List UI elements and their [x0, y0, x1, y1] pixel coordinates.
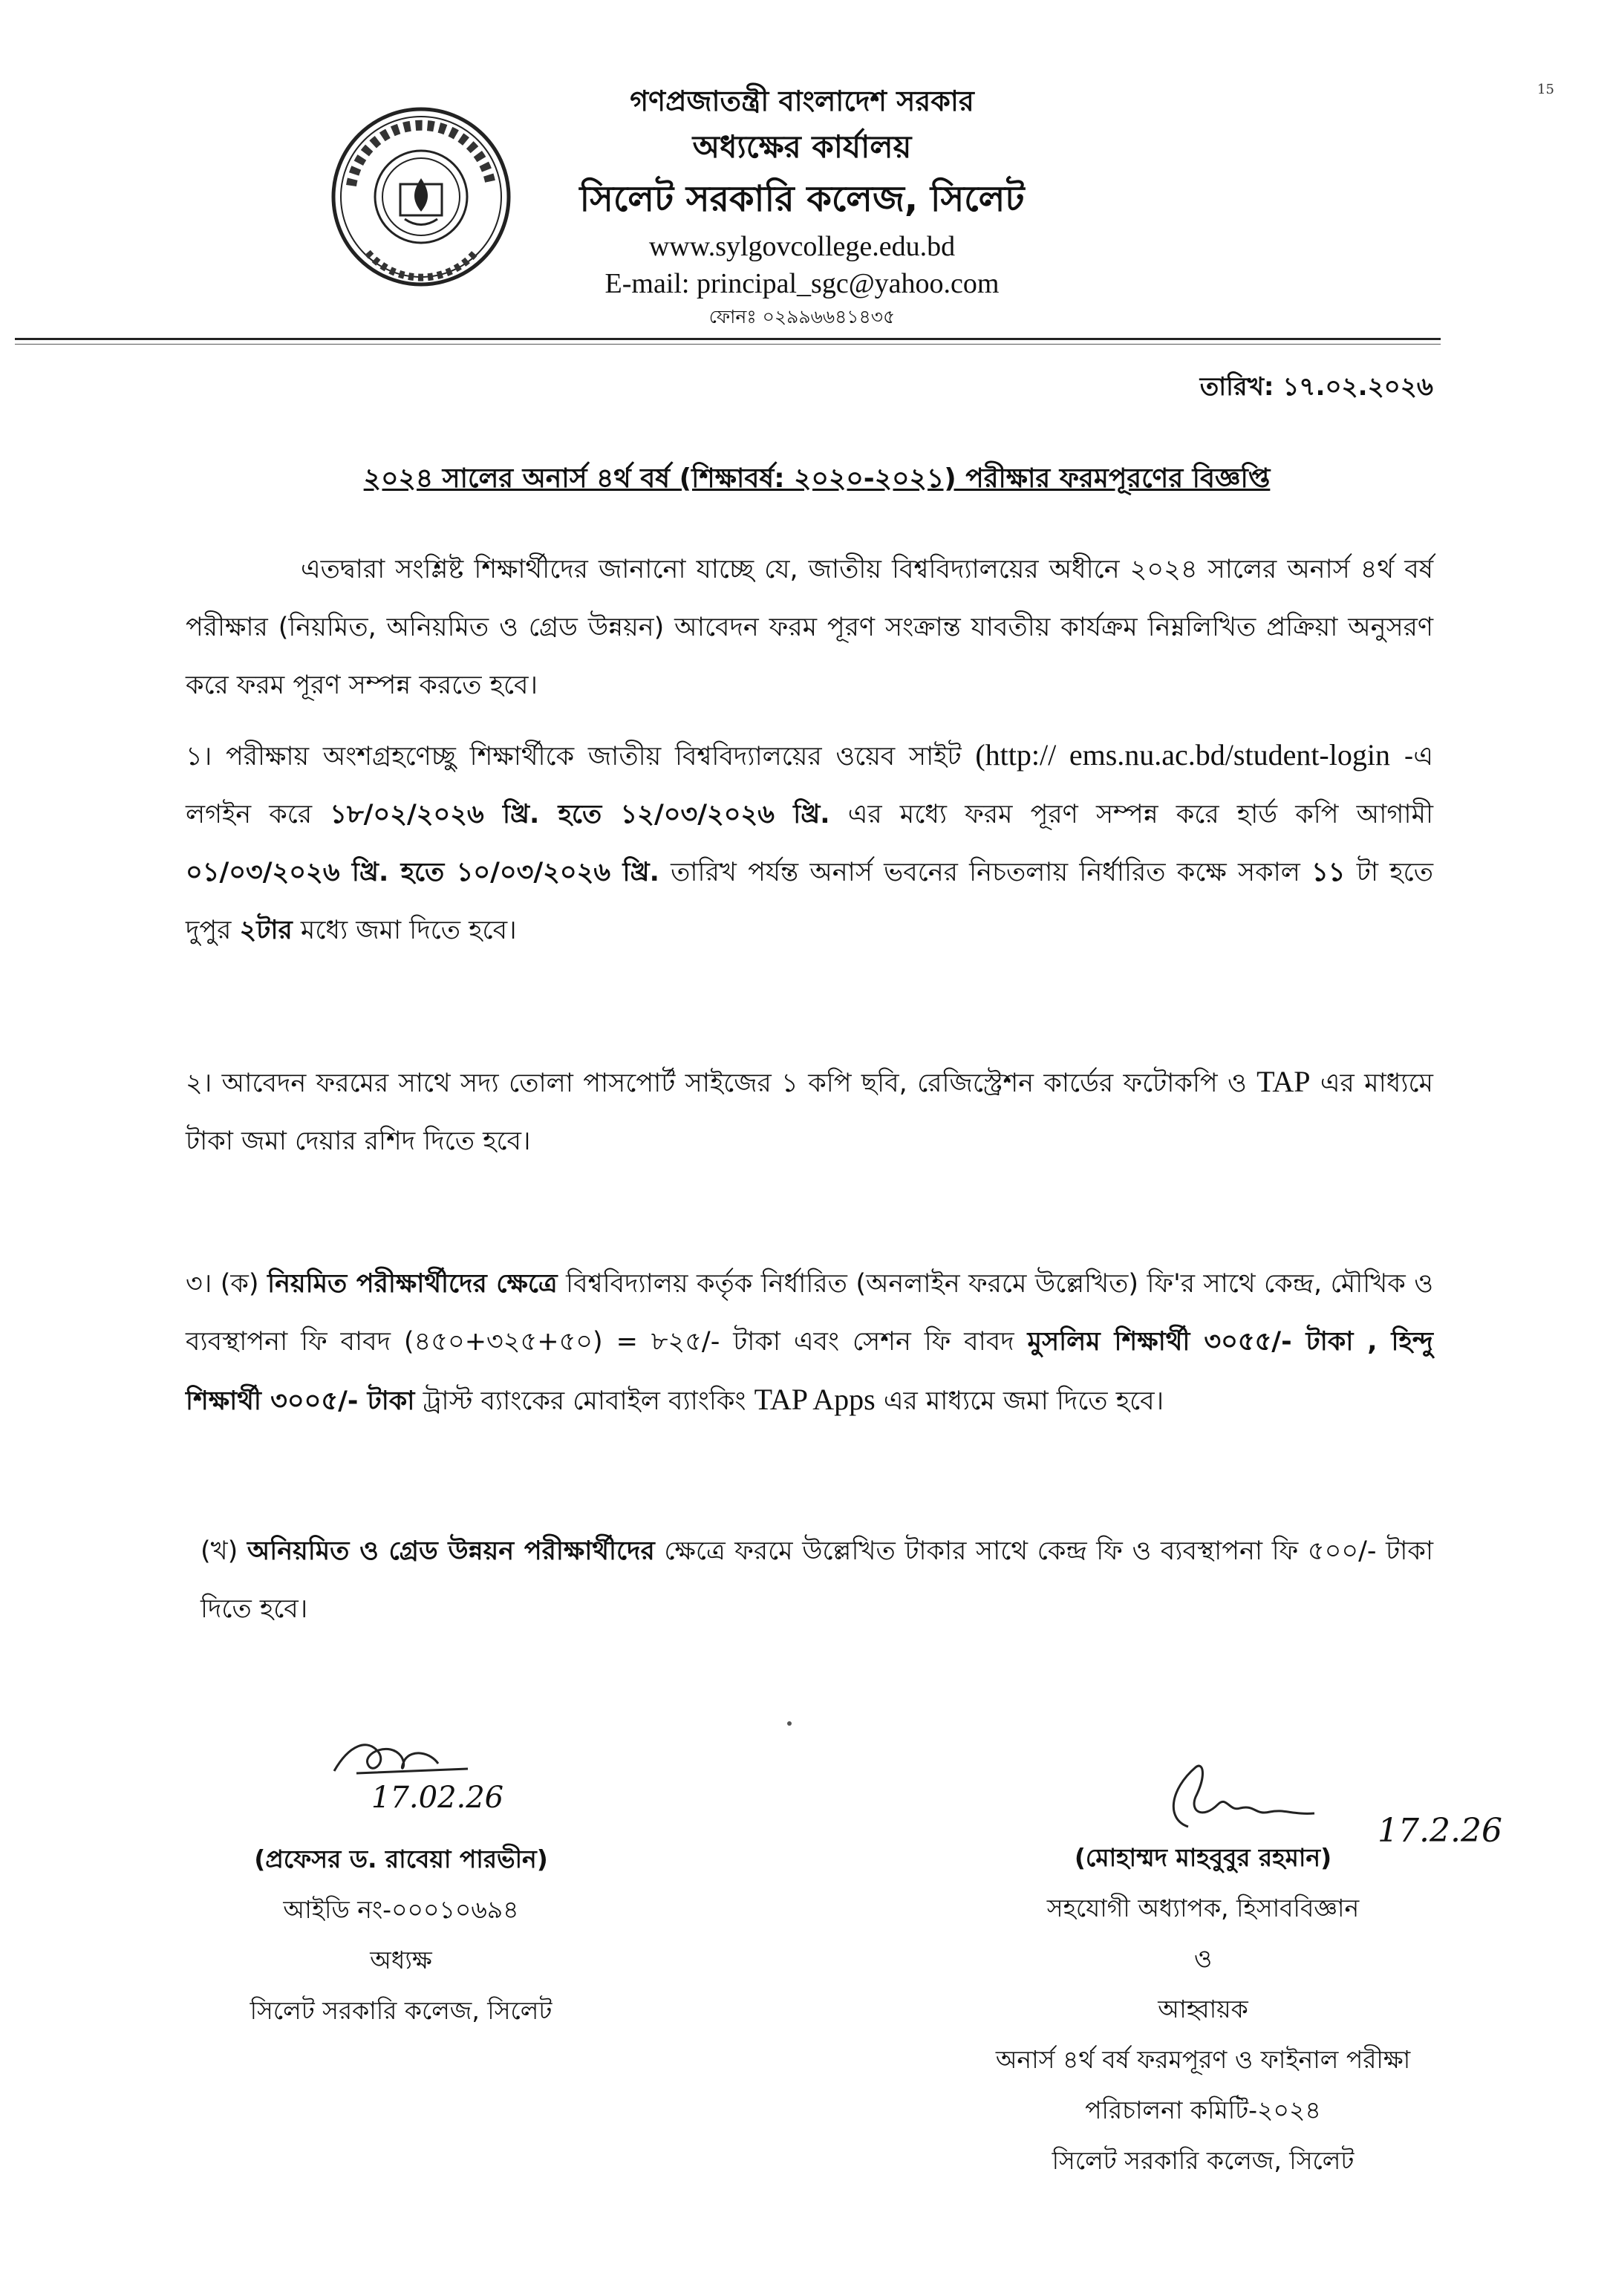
left-signatory-id: আইডি নং-০০০১০৬৯৪ [283, 1895, 519, 1924]
item1-text-b: -এ লগইন করে [186, 742, 1433, 829]
item3b-prefix: (খ) [201, 1536, 247, 1566]
instruction-2 [186, 1053, 1433, 1170]
irregular-examinees: অনিয়মিত ও গ্রেড উন্নয়ন পরীক্ষার্থীদের [247, 1536, 655, 1566]
time-end: ২টার [239, 916, 293, 945]
item3b-text-a: ক্ষেত্রে ফরমে উল্লেখিত টাকার সাথে কেন্দ্র ফি ও ব্যবস্থাপনা ফি ৫০০/- টাকা দিতে হবে। [201, 1536, 1433, 1624]
item1-text-d: তারিখ পর্যন্ত অনার্স ভবনের নিচতলায় নির্ধারিত কক্ষে সকাল [659, 858, 1312, 887]
left-signatory-designation: অধ্যক্ষ [370, 1946, 432, 1974]
right-signatory-and: ও [1193, 1944, 1213, 1973]
ink-dot [787, 1721, 792, 1726]
college-seal-logo [323, 104, 520, 290]
office-name: অধ্যক্ষের কার্যালয় [692, 128, 912, 165]
website: www.sylgovcollege.edu.bd [648, 231, 956, 262]
committee-line-2: পরিচালনা কমিটি-২০২৪ [1085, 2096, 1321, 2124]
left-signatory-name: (প্রফেসর ড. রাবেয়া পারভীন) [254, 1845, 548, 1873]
header-divider [15, 338, 1441, 340]
right-signatory-role: আহ্বায়ক [1158, 1995, 1248, 2023]
college-name: সিলেট সরকারি কলেজ, সিলেট [579, 178, 1025, 220]
instruction-3a [186, 1255, 1433, 1430]
intro-text: এতদ্বারা সংশ্লিষ্ট শিক্ষার্থীদের জানানো যাচ্ছে যে, জাতীয় বিশ্ববিদ্যালয়ের অধীনে ২০২৪ সালের অনার্স ৪র্থ বর্ষ পরীক্ষার (নিয়মিত, অনিয়মিত ও গ্রেড উন্নয়ন) আবেদন ফরম পূরণ সংক্রান্ত যাবতীয় কার্যক্রম নিম্নলিখিত প্রক্রিয়া অনুসরণ করে ফরম পূরণ সম্পন্ন করতে হবে। [186, 555, 1433, 700]
committee-line-1: অনার্স ৪র্থ বর্ষ ফরমপূরণ ও ফাইনাল পরীক্ষা [995, 2045, 1411, 2074]
right-signatory-name: (মোহাম্মদ মাহবুবুর রহমান) [1074, 1843, 1332, 1872]
intro-paragraph [186, 541, 1433, 714]
page-number: 15 [1537, 82, 1554, 97]
item1-text-a: ১। পরীক্ষায় অংশগ্রহণেচ্ছু শিক্ষার্থীকে জাতীয় বিশ্ববিদ্যালয়ের ওয়েব সাইট [186, 742, 976, 772]
notice-title: ২০২৪ সালের অনার্স ৪র্থ বর্ষ (শিক্ষাবর্ষ: ২০২০-২০২১) পরীক্ষার ফরমপূরণের বিজ্ঞপ্তি [363, 463, 1271, 494]
phone: ফোনঃ ০২৯৯৬৬৪১৪৩৫ [708, 306, 896, 327]
notice-date: তারিখ: ১৭.০২.২০২৬ [1199, 372, 1433, 402]
left-signatory-institution: সিলেট সরকারি কলেজ, সিলেট [250, 1996, 552, 2025]
instruction-3b [186, 1522, 1433, 1638]
tap-apps-label: TAP Apps [754, 1383, 876, 1416]
session-fee: মুসলিম শিক্ষার্থী ৩০৫৫/- টাকা , হিন্দু শিক্ষার্থী ৩০০৫/- টাকা [186, 1327, 1433, 1416]
instruction-1 [186, 726, 1433, 959]
right-signature [1144, 1752, 1322, 1845]
online-date-range: ১৮/০২/২০২৬ খ্রি. হতে ১২/০৩/২০২৬ খ্রি. [330, 800, 830, 829]
item1-text-f: মধ্যে জমা দিতে হবে। [292, 916, 517, 945]
item3-text-a: বিশ্ববিদ্যালয় কর্তৃক নির্ধারিত (অনলাইন ফরমে উল্লেখিত) ফি'র সাথে কেন্দ্র, মৌখিক ও ব্যবস্থাপনা ফি বাবদ (৪৫০+৩২৫+৫০) = ৮২৫/- টাকা এবং সেশন ফি বাবদ [186, 1269, 1433, 1357]
left-signature-date: 17.02.26 [371, 1781, 504, 1815]
letterhead [520, 78, 1084, 332]
right-signatory-institution: সিলেট সরকারি কলেজ, সিলেট [1052, 2146, 1355, 2175]
item3-text-b: ট্রাস্ট ব্যাংকের মোবাইল ব্যাংকিং [414, 1386, 754, 1416]
item1-text-e: টা হতে দুপুর [186, 858, 1433, 945]
regular-examinees: নিয়মিত পরীক্ষার্থীদের ক্ষেত্রে [267, 1269, 558, 1299]
item1-text-c: এর মধ্যে ফরম পূরণ সম্পন্ন করে হার্ড কপি আগামী [829, 800, 1433, 829]
item2-text-b: এর মাধ্যমে টাকা জমা দেয়ার রশিদ দিতে হবে। [186, 1069, 1433, 1156]
item2-text-a: ২। আবেদন ফরমের সাথে সদ্য তোলা পাসপোর্ট সাইজের ১ কপি ছবি, রেজিস্ট্রেশন কার্ডের ফটোকপি ও [186, 1069, 1257, 1098]
right-signatory-designation: সহযোগী অধ্যাপক, হিসাববিজ্ঞান [1046, 1894, 1360, 1922]
email: E-mail: principal_sgc@yahoo.com [604, 268, 1000, 299]
tap-label: TAP [1256, 1065, 1311, 1098]
left-signatory-block [186, 1834, 616, 2036]
item3-prefix: ৩। (ক) [186, 1269, 268, 1299]
item3-text-c: এর মাধ্যমে জমা দিতে হবে। [875, 1386, 1164, 1416]
right-signature-date: 17.2.26 [1378, 1812, 1502, 1850]
hardcopy-date-range: ০১/০৩/২০২৬ খ্রি. হতে ১০/০৩/২০২৬ খ্রি. [186, 858, 659, 887]
form-fillup-url: (http:// ems.nu.ac.bd/student-login [975, 738, 1390, 772]
header-divider-thin [15, 344, 1441, 345]
government-name: গণপ্রজাতন্ত্রী বাংলাদেশ সরকার [630, 85, 974, 117]
right-signatory-block [951, 1833, 1456, 2186]
time-start: ১১ [1311, 858, 1346, 887]
